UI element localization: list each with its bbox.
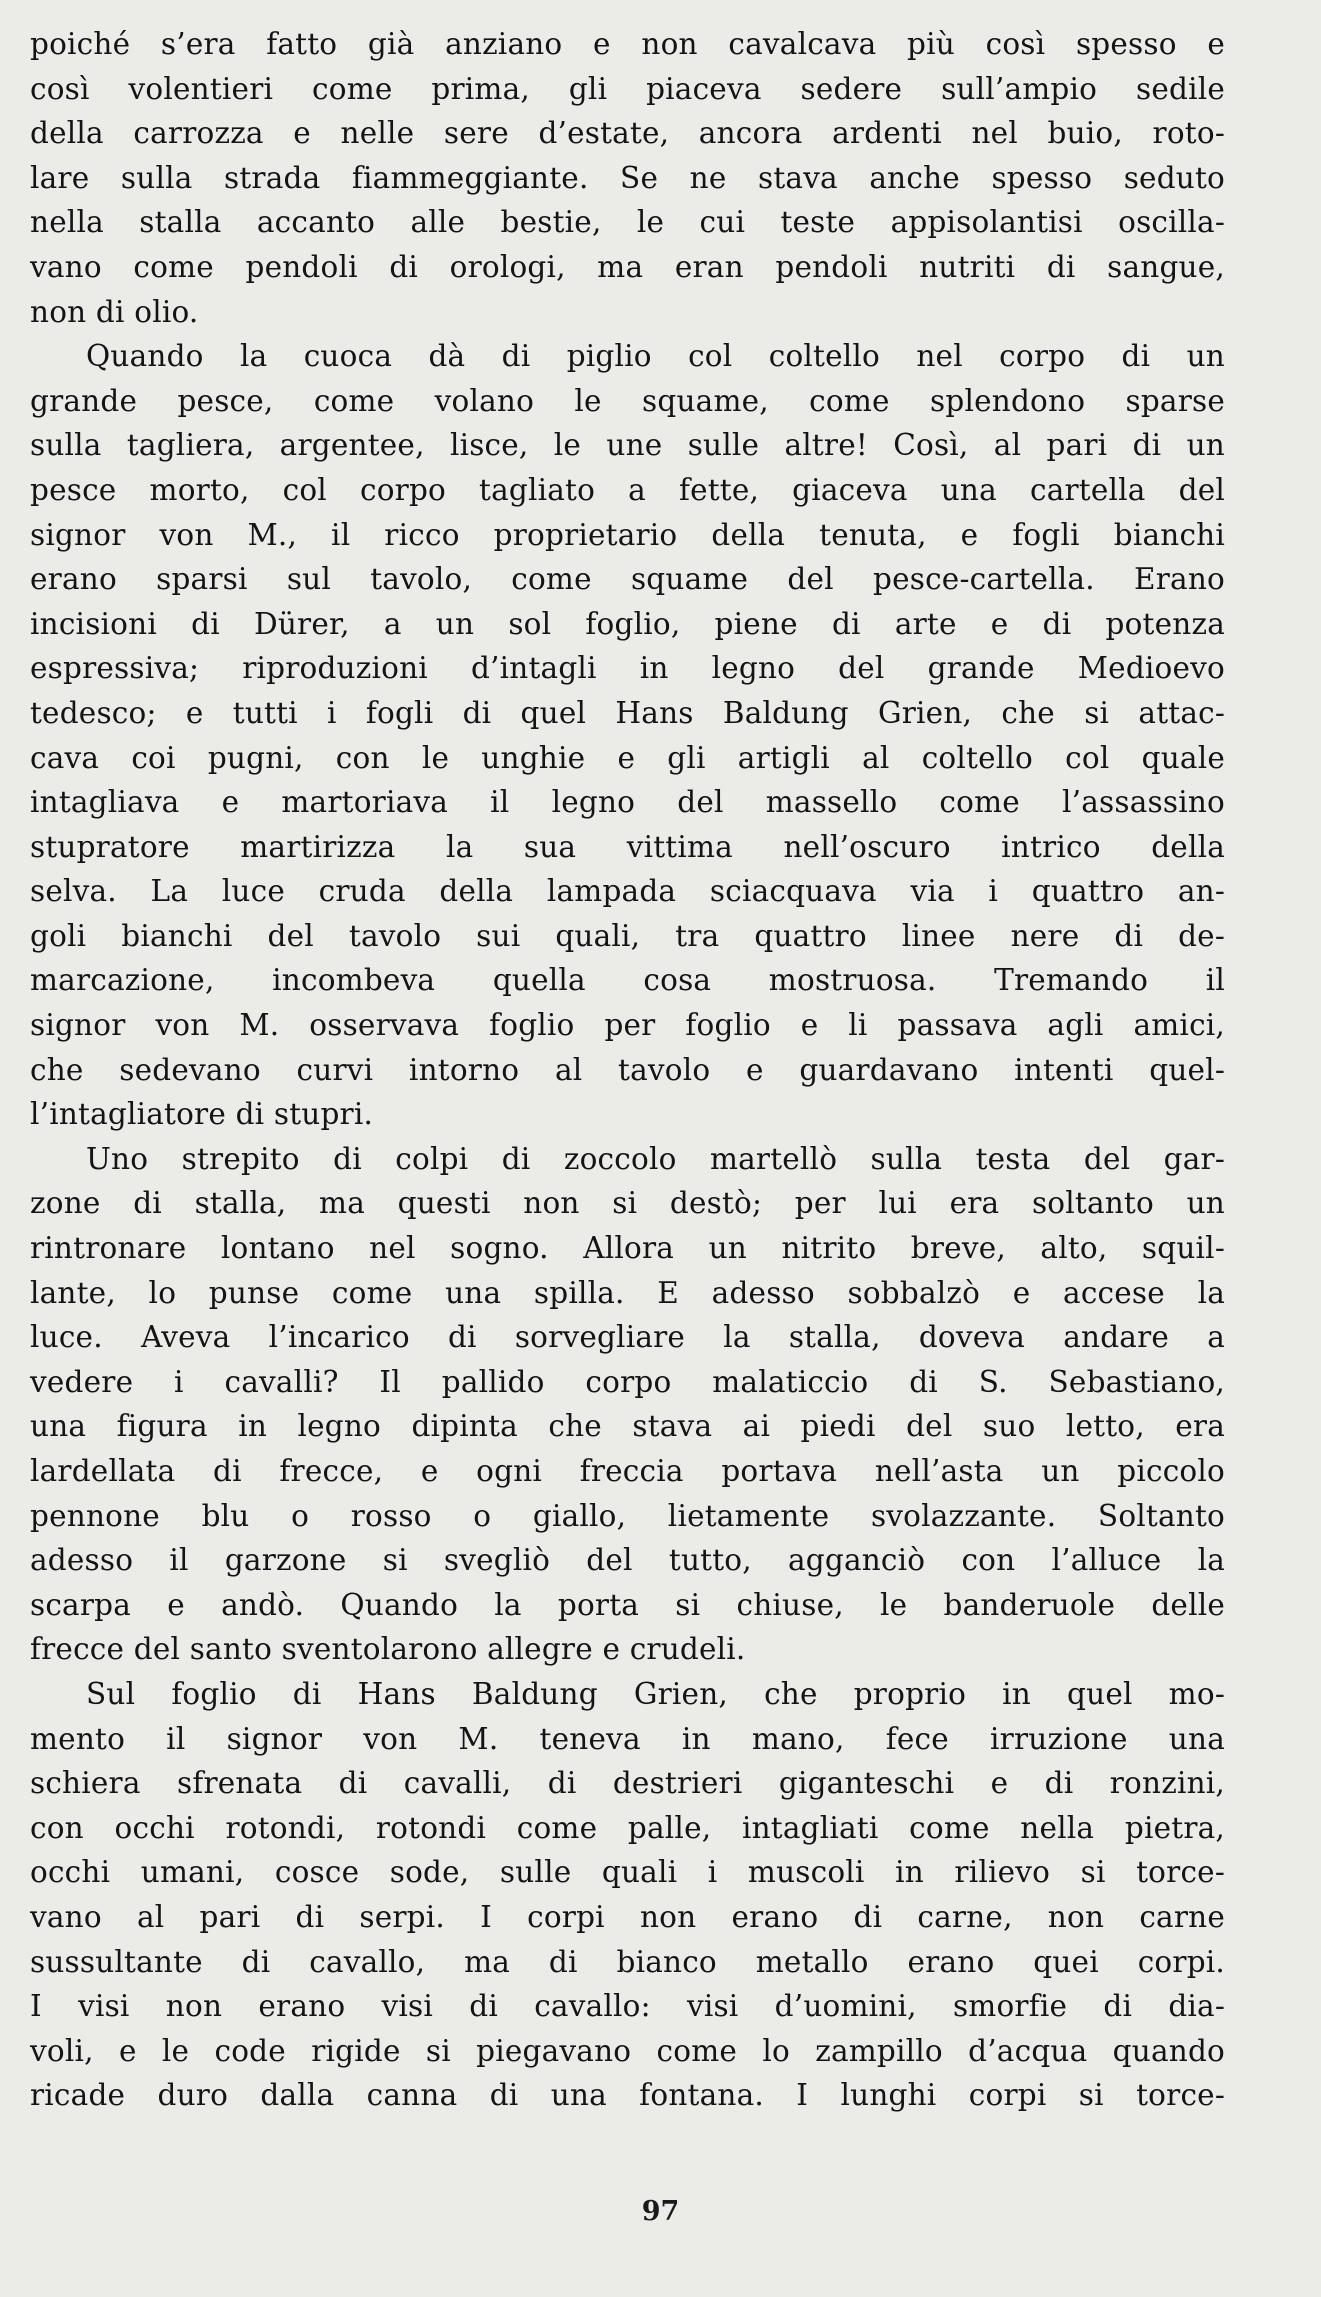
text-line: goli bianchi del tavolo sui quali, tra quattro linee nere di de- (30, 918, 1225, 953)
text-line: vedere i cavalli? Il pallido corpo malaticcio di S. Sebastiano, (30, 1364, 1225, 1399)
text-line: Sul foglio di Hans Baldung Grien, che proprio in quel mo- (86, 1676, 1225, 1711)
text-line: lardellata di frecce, e ogni freccia portava nell’asta un piccolo (30, 1454, 1225, 1488)
text-line: incisioni di Dürer, a un sol foglio, piene di arte e di potenza (30, 606, 1225, 641)
text-line: occhi umani, cosce sode, sulle quali i muscoli in rilievo si torce- (30, 1855, 1225, 1890)
text-line: Uno strepito di colpi di zoccolo martellò sulla testa del gar- (86, 1141, 1225, 1176)
text-line: marcazione, incombeva quella cosa mostruosa. Tremando il (30, 963, 1225, 998)
text-line: che sedevano curvi intorno al tavolo e guardavano intenti quel- (30, 1052, 1225, 1087)
text-line: pennone blu o rosso o giallo, lietamente svolazzante. Soltanto (30, 1498, 1225, 1533)
text-line: frecce del santo sventolarono allegre e crudeli. (30, 1632, 746, 1667)
text-line: poiché s’era fatto già anziano e non cavalcava più così spesso e (30, 27, 1225, 61)
text-line: una figura in legno dipinta che stava ai piedi del suo letto, era (30, 1409, 1225, 1444)
text-line: Quando la cuoca dà di piglio col coltello nel corpo di un (86, 339, 1225, 374)
text-line: sulla tagliera, argentee, lisce, le une sulle altre! Così, al pari di un (30, 428, 1225, 463)
text-line: lante, lo punse come una spilla. E adesso sobbalzò e accese la (30, 1275, 1225, 1310)
text-line: cava coi pugni, con le unghie e gli artigli al coltello col quale (30, 740, 1225, 775)
text-line: erano sparsi sul tavolo, come squame del pesce-cartella. Erano (30, 562, 1225, 597)
text-line: signor von M. osservava foglio per foglio e li passava agli amici, (30, 1008, 1225, 1043)
text-line: vano come pendoli di orologi, ma eran pendoli nutriti di sangue, (30, 249, 1225, 284)
text-line: intagliava e martoriava il legno del massello come l’assassino (30, 785, 1225, 820)
text-line: tedesco; e tutti i fogli di quel Hans Baldung Grien, che si attac- (30, 695, 1225, 730)
text-line: mento il signor von M. teneva in mano, fece irruzione una (30, 1721, 1225, 1756)
text-line: luce. Aveva l’incarico di sorvegliare la stalla, doveva andare a (30, 1320, 1225, 1355)
text-line: ricade duro dalla canna di una fontana. I lunghi corpi si torce- (30, 2078, 1225, 2113)
text-line: signor von M., il ricco proprietario della tenuta, e fogli bianchi (30, 517, 1225, 552)
text-line: rintronare lontano nel sogno. Allora un nitrito breve, alto, squil- (30, 1231, 1225, 1266)
text-line: vano al pari di serpi. I corpi non erano di carne, non carne (30, 1899, 1225, 1934)
text-line: non di olio. (30, 294, 199, 329)
text-line: lare sulla strada fiammeggiante. Se ne stava anche spesso seduto (30, 160, 1225, 195)
text-line: della carrozza e nelle sere d’estate, ancora ardenti nel buio, roto- (30, 116, 1225, 151)
text-line: grande pesce, come volano le squame, come splendono sparse (30, 383, 1225, 418)
text-line: così volentieri come prima, gli piaceva sedere sull’ampio sedile (30, 71, 1225, 106)
text-line: con occhi rotondi, rotondi come palle, intagliati come nella pietra, (30, 1810, 1225, 1845)
text-line: schiera sfrenata di cavalli, di destrieri giganteschi e di ronzini, (30, 1766, 1225, 1801)
text-line: pesce morto, col corpo tagliato a fette, giaceva una cartella del (30, 472, 1225, 507)
body-text (30, 22, 1225, 2118)
text-line: espressiva; riproduzioni d’intagli in legno del grande Medioevo (30, 651, 1225, 686)
text-line: selva. La luce cruda della lampada sciacquava via i quattro an- (30, 874, 1225, 909)
text-line: I visi non erano visi di cavallo: visi d’uomini, smorfie di dia- (30, 1989, 1225, 2024)
text-line: adesso il garzone si svegliò del tutto, agganciò con l’alluce la (30, 1543, 1225, 1578)
text-line: zone di stalla, ma questi non si destò; per lui era soltanto un (30, 1186, 1225, 1221)
text-line: nella stalla accanto alle bestie, le cui teste appisolantisi oscilla- (30, 205, 1225, 240)
text-line: stupratore martirizza la sua vittima nell’oscuro intrico della (30, 829, 1225, 864)
text-line: voli, e le code rigide si piegavano come lo zampillo d’acqua quando (30, 2033, 1225, 2068)
text-line: sussultante di cavallo, ma di bianco metallo erano quei corpi. (30, 1944, 1225, 1979)
text-line: scarpa e andò. Quando la porta si chiuse, le banderuole delle (30, 1587, 1225, 1622)
page-number: 97 (641, 2196, 680, 2227)
text-line: l’intagliatore di stupri. (30, 1097, 374, 1132)
